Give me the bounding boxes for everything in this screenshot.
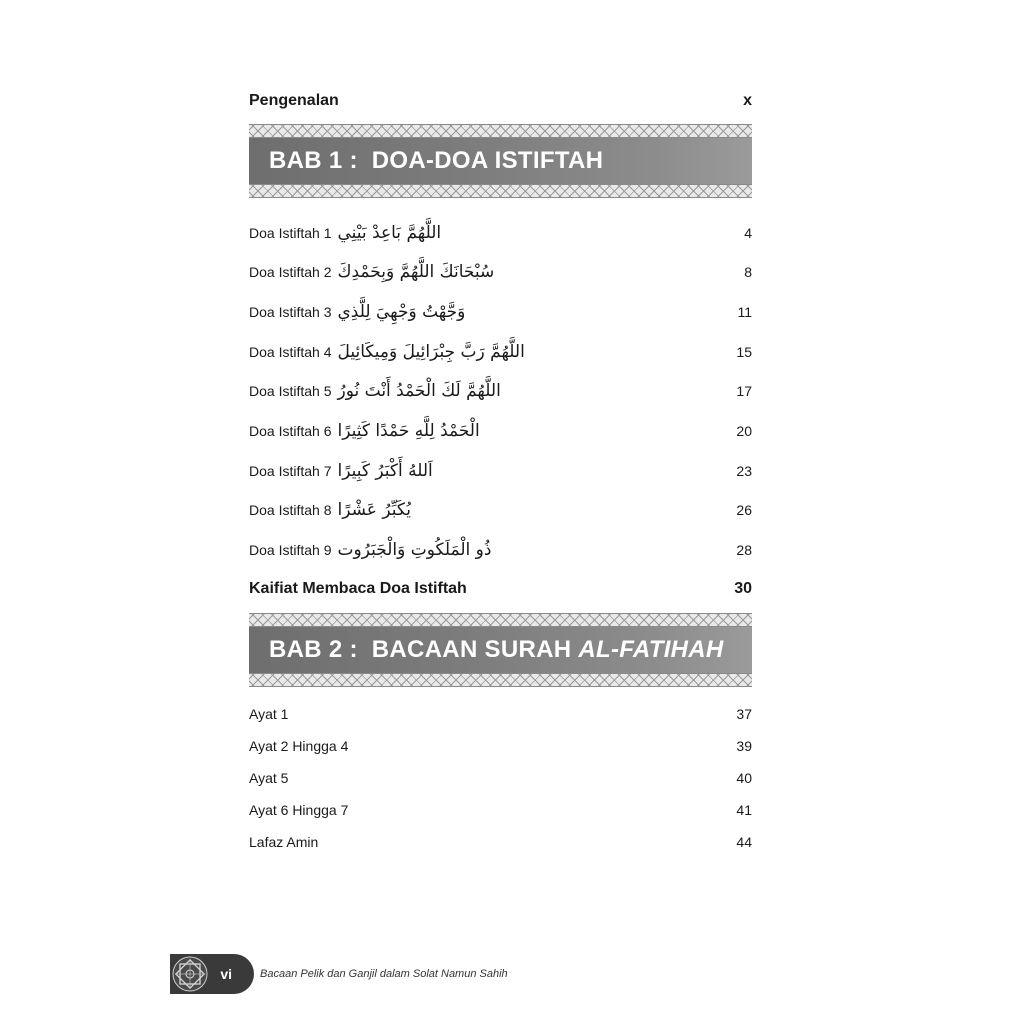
toc-page-number: 26 <box>736 502 752 518</box>
chapter-1-banner <box>249 124 752 198</box>
toc-row[interactable] <box>249 258 752 286</box>
toc-row[interactable] <box>249 703 752 725</box>
toc-row[interactable] <box>249 338 752 366</box>
ornament-border <box>249 673 752 687</box>
arabic-phrase: وَجَّهْتُ وَجْهِيَ لِلَّذِي <box>337 302 466 322</box>
arabic-phrase: سُبْحَانَكَ اللَّهُمَّ وَبِحَمْدِكَ <box>337 262 495 282</box>
chapter-heading <box>249 147 603 175</box>
chapter-band <box>249 138 752 184</box>
arabic-phrase: اَللهُ أَكْبَرُ كَبِيرًا <box>337 461 433 481</box>
toc-page-number: 40 <box>736 770 752 786</box>
chapter-title: BACAAN SURAH <box>371 636 572 663</box>
toc-row[interactable] <box>249 536 752 564</box>
toc-label: Doa Istiftah 6 <box>249 423 332 439</box>
chapter-title-italic: AL-FATIHAH <box>578 636 724 663</box>
arabic-phrase: الْحَمْدُ لِلَّهِ حَمْدًا كَثِيرًا <box>337 421 480 441</box>
toc-label: Ayat 6 Hingga 7 <box>249 802 349 818</box>
toc-page-number: 11 <box>737 304 752 320</box>
ornament-border <box>249 613 752 627</box>
toc-row[interactable] <box>249 457 752 485</box>
toc-label: Lafaz Amin <box>249 834 319 850</box>
toc-label: Doa Istiftah 9 <box>249 542 332 558</box>
toc-page-number: 15 <box>736 344 752 360</box>
arabic-phrase: ذُو الْمَلَكُوتِ وَالْجَبَرُوت <box>337 540 492 560</box>
arabic-phrase: اللَّهُمَّ بَاعِدْ بَيْنِي <box>337 223 442 243</box>
toc-page-number: 17 <box>736 383 752 399</box>
toc-label: Doa Istiftah 4 <box>249 344 332 360</box>
ornament-border <box>249 184 752 198</box>
chapter-heading <box>249 636 724 664</box>
star-ornament-icon <box>172 956 208 992</box>
toc-page-number: 28 <box>736 542 752 558</box>
toc-page <box>249 0 752 1024</box>
page-footer <box>170 954 508 994</box>
toc-page-number: x <box>743 92 752 109</box>
ornament-border <box>249 124 752 138</box>
toc-row-intro[interactable] <box>249 90 752 112</box>
toc-page-number: 8 <box>744 264 752 280</box>
arabic-phrase: يُكَبِّرُ عَشْرًا <box>337 500 411 520</box>
toc-row[interactable] <box>249 799 752 821</box>
toc-row[interactable] <box>249 417 752 445</box>
page-number-tab <box>170 954 254 994</box>
toc-page-number: 30 <box>734 580 752 597</box>
toc-row[interactable] <box>249 377 752 405</box>
toc-label: Doa Istiftah 1 <box>249 225 332 241</box>
toc-row[interactable] <box>249 219 752 247</box>
toc-label: Doa Istiftah 7 <box>249 463 332 479</box>
toc-page-number: 4 <box>744 225 752 241</box>
chapter-prefix: BAB 2 : <box>269 636 358 663</box>
toc-page-number: 41 <box>736 802 752 818</box>
toc-row[interactable] <box>249 298 752 326</box>
toc-page-number: 44 <box>736 834 752 850</box>
toc-label: Doa Istiftah 5 <box>249 383 332 399</box>
toc-page-number: 20 <box>736 423 752 439</box>
toc-label: Ayat 2 Hingga 4 <box>249 738 349 754</box>
book-title: Bacaan Pelik dan Ganjil dalam Solat Namun Sahih <box>260 968 508 980</box>
toc-label: Doa Istiftah 2 <box>249 264 332 280</box>
toc-page-number: 23 <box>736 463 752 479</box>
chapter-2-banner <box>249 613 752 687</box>
toc-page-number: 37 <box>736 706 752 722</box>
toc-row[interactable] <box>249 831 752 853</box>
toc-row[interactable] <box>249 735 752 757</box>
toc-row-summary[interactable] <box>249 577 752 601</box>
arabic-phrase: اللَّهُمَّ رَبَّ جِبْرَائِيلَ وَمِيكَائِيلَ <box>337 342 525 362</box>
toc-row[interactable] <box>249 767 752 789</box>
toc-label: Kaifiat Membaca Doa Istiftah <box>249 580 467 597</box>
toc-label: Doa Istiftah 3 <box>249 304 332 320</box>
arabic-phrase: اللَّهُمَّ لَكَ الْحَمْدُ أَنْتَ نُورُ <box>337 381 501 401</box>
toc-row[interactable] <box>249 496 752 524</box>
page-number: vi <box>220 966 232 982</box>
chapter-band <box>249 627 752 673</box>
toc-label: Ayat 1 <box>249 706 289 722</box>
toc-label: Ayat 5 <box>249 770 289 786</box>
toc-label: Pengenalan <box>249 92 339 109</box>
toc-label: Doa Istiftah 8 <box>249 502 332 518</box>
toc-page-number: 39 <box>736 738 752 754</box>
chapter-title: DOA-DOA ISTIFTAH <box>371 147 604 174</box>
chapter-prefix: BAB 1 : <box>269 147 358 174</box>
